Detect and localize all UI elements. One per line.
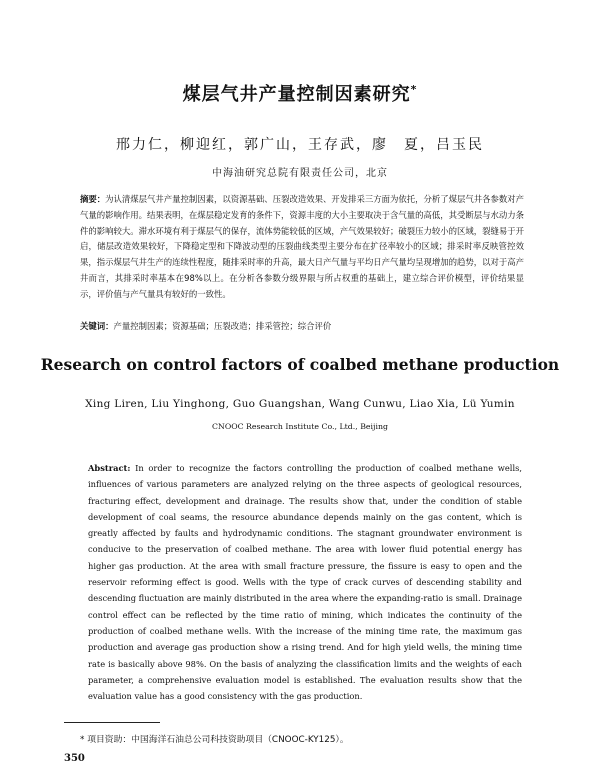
english-affiliation: CNOOC Research Institute Co., Ltd., Beijing <box>212 422 388 431</box>
footnote-divider <box>64 722 160 723</box>
english-abstract <box>88 460 522 704</box>
chinese-abstract-text: 为认清煤层气井产量控制因素，以资源基础、压裂改造效果、开发排采三方面为依托，分析了煤层气井各参数对产气量的影响作用。结果表明，在煤层稳定发育的条件下，资源丰度的大小主要取决于含气量的高低，其受断层与水动力条件的影响较大。滞水环境有利于煤层气的保存，流体势能较低的区域，产气效果较好；破裂压力较小的区域，裂缝易于开启，储层改造效果较好，下降稳定型和下降波动型的压裂曲线类型主要分布在扩径率较小的区域；排采时率反映管控效果，指示煤层气井生产的连续性程度，随排采时率的升高，最大日产气量与平均日产气量均呈现增加的趋势，以对于高产井而言，其排采时率基本在98%以上。在分析各参数分级界限与所占权重的基础上，建立综合评价模型，评价结果显示，评价值与产气量具有较好的一致性。 <box>80 194 525 299</box>
chinese-title-text: 煤层气井产量控制因素研究 <box>182 84 411 105</box>
chinese-abstract-label: 摘要： <box>80 194 106 204</box>
chinese-affiliation: 中海油研究总院有限责任公司，北京 <box>212 168 388 179</box>
chinese-authors: 邢力仁，柳迎红，郭广山，王存武，廖 夏，吕玉民 <box>116 137 484 153</box>
funding-footnote: * 项目资助：中国海洋石油总公司科技资助项目（CNOOC-KY125）。 <box>80 735 349 745</box>
chinese-keywords-text: 产量控制因素；资源基础；压裂改造；排采管控；综合评价 <box>113 321 332 331</box>
chinese-abstract <box>80 192 524 303</box>
chinese-title <box>0 80 600 106</box>
chinese-keywords-label: 关键词： <box>80 321 114 331</box>
title-footnote-mark: * <box>410 83 418 96</box>
chinese-keywords <box>80 319 524 333</box>
english-title: Research on control factors of coalbed methane production <box>40 355 560 374</box>
english-abstract-text: In order to recognize the factors controlling the production of coalbed methane wells, influences of various parameters are analyzed relying on the three aspects of geological resources, fracturing effect, development and drainage. The results show that, under the condition of stable development of coal seams, the resource abundance depends mainly on the gas content, which is greatly affected by faults and hydrodynamic conditions. The stagnant groundwater environment is conducive to the preservation of coalbed methane. The area with lower fluid potential energy has higher gas production. At the area with small fracture pressure, the fissure is easy to open and the reservoir reforming effect is good. Wells with the type of crack curves of descending stability and descending fluctuation are mainly distributed in the area where the expanding-ratio is small. Drainage control effect can be reflected by the time ratio of mining, which indicates the continuity of the production of coalbed methane wells. With the increase of the mining time rate, the maximum gas production and average gas production show a rising trend. And for high yield wells, the mining time rate is basically above 98%. On the basis of analyzing the classification limits and the weights of each parameter, a comprehensive evaluation model is established. The evaluation results show that the evaluation value has a good consistency with the gas production. <box>88 463 522 702</box>
english-authors: Xing Liren, Liu Yinghong, Guo Guangshan, Wang Cunwu, Liao Xia, Lü Yumin <box>85 398 515 410</box>
page-number: 350 <box>64 753 85 764</box>
english-abstract-label: Abstract: <box>88 463 131 473</box>
